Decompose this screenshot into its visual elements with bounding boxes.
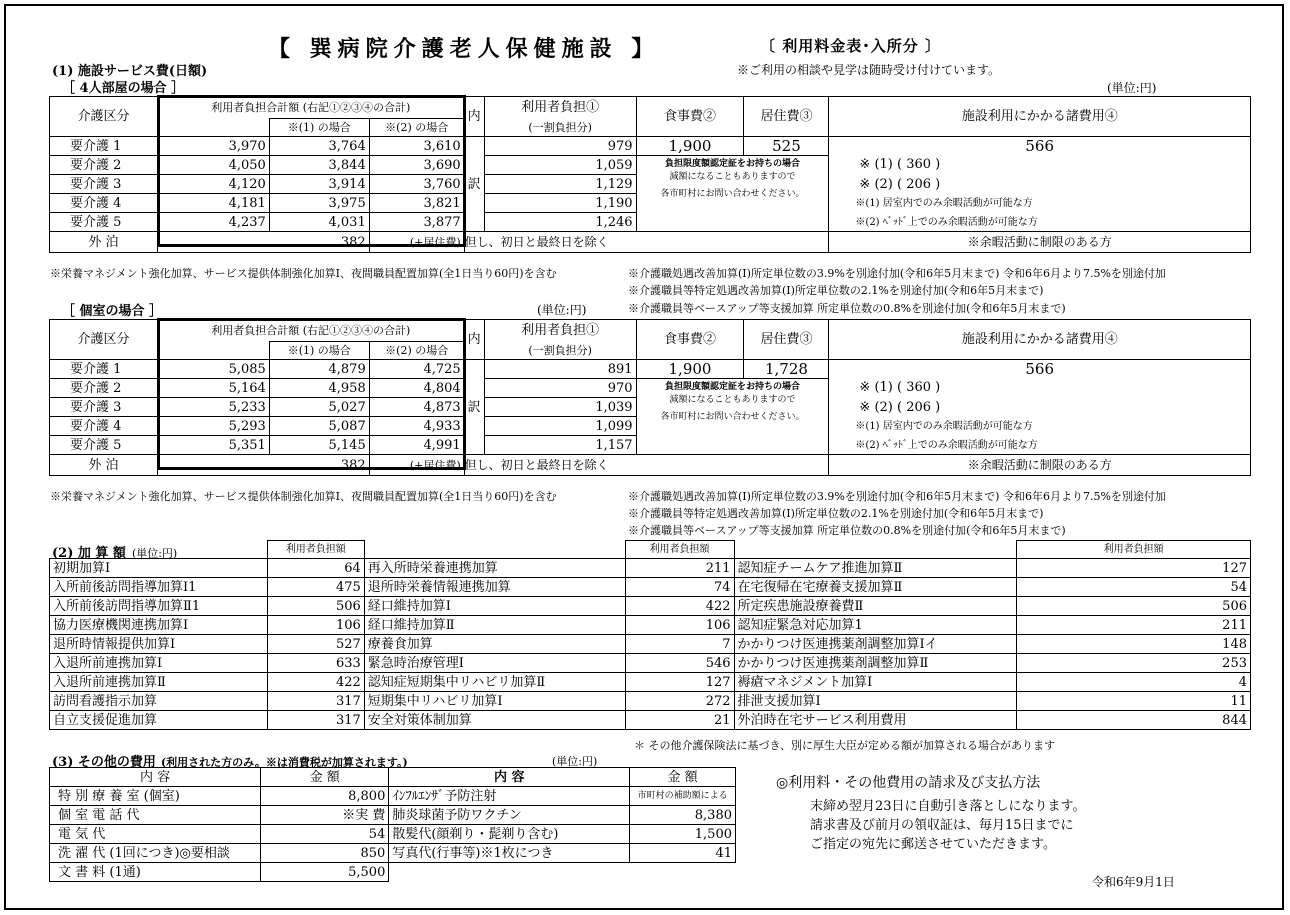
certificate-note: 負担限度額認定証をお持ちの場合 (664, 382, 800, 392)
shared-room-label: ［ 4人部屋の場合 ］ (62, 81, 185, 96)
addition-name: 緊急時治療管理Ⅰ (364, 654, 625, 673)
hdr-meal: 食事費② (636, 97, 744, 137)
section2-heading-text: (2) 加 算 額 (52, 546, 126, 561)
outing-plus: (+居住費) (369, 232, 464, 253)
table-row (50, 156, 1251, 175)
addition-amount: 546 (625, 654, 734, 673)
reduction-note: 減額になることもありますので (669, 395, 796, 405)
addition-name: 療養食加算 (364, 635, 625, 654)
hdr-case2: ※(2) の場合 (369, 342, 464, 360)
care-level-cell: 要介護 2 (50, 379, 158, 398)
hdr-item-left: 内 容 (50, 768, 261, 787)
addition-amount: 211 (625, 559, 734, 578)
other-item-amount: ※実 費 (261, 806, 389, 825)
addition-amount: 506 (267, 597, 364, 616)
addition-name: 自立支援促進加算 (50, 711, 268, 730)
hdr-user-burden: 利用者負担① (484, 97, 636, 119)
hdr-care-level: 介護区分 (50, 97, 158, 137)
addition-name: 認知症緊急対応加算1 (734, 616, 1017, 635)
care-level-cell: 要介護 1 (50, 360, 158, 379)
total-cell: 4,237 (157, 213, 269, 232)
additions-table (49, 540, 1251, 730)
option1-desc: ※(1) 居室内でのみ余暇活動が可能な方 (855, 420, 1033, 432)
addition-name: 認知症チームケア推進加算Ⅱ (734, 559, 1017, 578)
section3-heading-note: (利用された方のみ。※は消費税が加算されます。) (160, 756, 408, 769)
table-row (50, 844, 736, 863)
other-item-name: 写真代(行事等)※1枚につき (389, 844, 630, 863)
addition-name: 排泄支援加算Ⅰ (734, 692, 1017, 711)
option1-note: ※ (1) ( 360 ) (859, 156, 941, 172)
unit-note: (単位:円) (1107, 81, 1157, 95)
addition-amount: 127 (625, 673, 734, 692)
hdr-user-total: 利用者負担合計額 (右記①②③④の合計) (157, 320, 464, 342)
total-cell: 5,233 (157, 398, 269, 417)
other-item-amount: 8,800 (261, 787, 389, 806)
treatment-note-3: ※介護職員等ベースアップ等支援加算 所定単位数の0.8%を別途付加(令和6年5月末まで) (628, 302, 1066, 315)
addition-amount: 475 (267, 578, 364, 597)
addition-name: 所定疾患施設療養費Ⅱ (734, 597, 1017, 616)
burden-cell: 1,099 (484, 417, 636, 436)
private-room-label: ［ 個室の場合 ］ (62, 304, 163, 319)
total-cell: 4,120 (157, 175, 269, 194)
table-row (50, 654, 1251, 673)
outing-amount: 382 (157, 232, 369, 253)
other-costs-table (49, 767, 736, 882)
shared-room-table (49, 96, 1251, 253)
other-item-name: 肺炎球菌予防ワクチン (389, 806, 630, 825)
addition-amount: 506 (1017, 597, 1251, 616)
certificate-note: 負担限度額認定証をお持ちの場合 (664, 159, 800, 169)
addition-amount: 317 (267, 711, 364, 730)
addition-amount: 422 (267, 673, 364, 692)
burden-cell: 1,129 (484, 175, 636, 194)
option1-note: ※ (1) ( 360 ) (859, 379, 941, 395)
table-row (50, 360, 1251, 379)
treatment-note-2: ※介護職員等特定処遇改善加算(Ⅰ)所定単位数の2.1%を別途付加(令和6年5月末まで) (628, 284, 1044, 297)
table-row (50, 597, 1251, 616)
outing-note-text: 但し、初日と最終日を除く (464, 235, 609, 249)
hdr-one-percent: (一割負担分) (484, 119, 636, 137)
addition-name: 認知症短期集中リハビリ加算Ⅱ (364, 673, 625, 692)
total-cell: 4,050 (157, 156, 269, 175)
other-item-amount: 54 (261, 825, 389, 844)
hdr-case1: ※(1) の場合 (269, 342, 369, 360)
payment-line-3: ご指定の宛先に郵送させていただきます。 (810, 837, 1056, 852)
burden-cell: 1,246 (484, 213, 636, 232)
other-item-amount: 1,500 (630, 825, 736, 844)
addition-amount: 4 (1017, 673, 1251, 692)
addition-amount: 317 (267, 692, 364, 711)
option2-desc: ※(2) ﾍﾞｯﾄﾞ上でのみ余暇活動が可能な方 (855, 216, 1038, 228)
addition-name: 経口維持加算Ⅱ (364, 616, 625, 635)
other-item-name: 洗 濯 代 (1回につき)◎要相談 (50, 844, 261, 863)
total-cell: 5,085 (157, 360, 269, 379)
addition-name: 経口維持加算Ⅰ (364, 597, 625, 616)
addition-name: 短期集中リハビリ加算Ⅰ (364, 692, 625, 711)
table-row (50, 616, 1251, 635)
hdr-meal: 食事費② (636, 320, 744, 360)
outing-note (464, 455, 829, 476)
addition-amount: 127 (1017, 559, 1251, 578)
meal-cell: 1,900 (636, 137, 744, 156)
other-item-name: 個 室 電 話 代 (50, 806, 261, 825)
burden-cell: 1,190 (484, 194, 636, 213)
facility-cell: 566 (829, 137, 1251, 156)
total-cell: 5,293 (157, 417, 269, 436)
addition-name: 入所前後訪問指導加算Ⅱ1 (50, 597, 268, 616)
addition-name: かかりつけ医連携薬剤調整加算Ⅰイ (734, 635, 1017, 654)
other-item-amount: 8,380 (630, 806, 736, 825)
hdr-facility-fee: 施設利用にかかる諸費用④ (829, 320, 1251, 360)
outing-note (464, 232, 829, 253)
case1-cell: 5,145 (269, 436, 369, 455)
other-item-name: 文 書 料 (1通) (50, 863, 261, 882)
burden-cell: 970 (484, 379, 636, 398)
addition-name: 再入所時栄養連携加算 (364, 559, 625, 578)
case1-cell: 3,914 (269, 175, 369, 194)
care-level-cell: 要介護 5 (50, 213, 158, 232)
case1-cell: 3,844 (269, 156, 369, 175)
table-row (50, 863, 736, 882)
addition-amount: 21 (625, 711, 734, 730)
other-item-amount: 41 (630, 844, 736, 863)
addition-amount: 211 (1017, 616, 1251, 635)
case2-cell: 4,725 (369, 360, 464, 379)
option2-desc: ※(2) ﾍﾞｯﾄﾞ上でのみ余暇活動が可能な方 (855, 439, 1038, 451)
table-row (50, 673, 1251, 692)
burden-cell: 979 (484, 137, 636, 156)
table-row (50, 711, 1251, 730)
other-item-name: 電 気 代 (50, 825, 261, 844)
case2-cell: 3,760 (369, 175, 464, 194)
care-level-cell: 要介護 3 (50, 175, 158, 194)
addition-name: 入退所前連携加算Ⅱ (50, 673, 268, 692)
addition-amount: 844 (1017, 711, 1251, 730)
case2-cell: 3,877 (369, 213, 464, 232)
addition-amount: 148 (1017, 635, 1251, 654)
case1-cell: 3,975 (269, 194, 369, 213)
consult-note: ※ご利用の相談や見学は随時受け付けています。 (737, 63, 1001, 77)
issue-date: 令和6年9月1日 (1092, 875, 1175, 889)
addition-amount: 11 (1017, 692, 1251, 711)
table-row (50, 379, 1251, 398)
total-cell: 4,181 (157, 194, 269, 213)
section1-heading: (1) 施設サービス費(日額) (52, 64, 208, 79)
addition-name: 協力医療機関連携加算Ⅰ (50, 616, 268, 635)
table-row (50, 635, 1251, 654)
burden-cell: 891 (484, 360, 636, 379)
other-item-name: 特 別 療 養 室 (個室) (50, 787, 261, 806)
hdr-breakdown: 内 (464, 97, 484, 137)
hdr-amount-right: 金 額 (630, 768, 736, 787)
addition-name: 入所前後訪問指導加算Ⅰ1 (50, 578, 268, 597)
care-level-cell: 要介護 3 (50, 398, 158, 417)
section3-heading-text: (3) その他の費用 (52, 755, 156, 770)
limited-note: ※余暇活動に制限のある方 (829, 232, 1251, 253)
hdr-case2: ※(2) の場合 (369, 119, 464, 137)
breakdown-label: 訳 (464, 137, 484, 232)
other-item-amount: 5,500 (261, 863, 389, 882)
addition-amount: 54 (1017, 578, 1251, 597)
payment-line-1: 末締め翌月23日に自動引き落としになります。 (810, 799, 1086, 814)
option-notes-cell (829, 156, 1251, 232)
addition-amount: 253 (1017, 654, 1251, 673)
table-row (50, 806, 736, 825)
burden-cell: 1,157 (484, 436, 636, 455)
section3-unit: (単位:円) (552, 755, 598, 768)
hdr-item-right: 内 容 (389, 768, 630, 787)
option2-note: ※ (2) ( 206 ) (859, 399, 941, 415)
payment-title: ◎利用料・その他費用の請求及び支払方法 (776, 775, 1041, 791)
addition-amount: 633 (267, 654, 364, 673)
option-notes-cell (829, 379, 1251, 455)
hdr-user-total: 利用者負担合計額 (右記①②③④の合計) (157, 97, 464, 119)
addition-name: 退所時栄養情報連携加算 (364, 578, 625, 597)
table-row (50, 787, 736, 806)
case1-cell: 3,764 (269, 137, 369, 156)
table-row (50, 825, 736, 844)
outing-note-text: 但し、初日と最終日を除く (464, 458, 609, 472)
residence-cell: 1,728 (744, 360, 829, 379)
hdr-residence: 居住費③ (744, 97, 829, 137)
total-cell: 5,351 (157, 436, 269, 455)
other-item-amount: 市町村の補助額による (630, 787, 736, 806)
addition-amount: 422 (625, 597, 734, 616)
addition-name: 入退所前連携加算Ⅰ (50, 654, 268, 673)
addition-amount: 527 (267, 635, 364, 654)
care-level-cell: 要介護 4 (50, 417, 158, 436)
residence-cell: 525 (744, 137, 829, 156)
outing-row (50, 232, 1251, 253)
facility-cell: 566 (829, 360, 1251, 379)
addition-amount: 7 (625, 635, 734, 654)
col-header-2: 利用者負担額 (625, 541, 734, 559)
payment-line-2: 請求書及び前月の領収証は、毎月15日までに (810, 818, 1074, 833)
section2-footnote: ＊ その他介護保険法に基づき、別に厚生大臣が定める額が加算される場合があります (634, 739, 1056, 752)
care-level-cell: 要介護 5 (50, 436, 158, 455)
hdr-care-level: 介護区分 (50, 320, 158, 360)
other-item-amount: 850 (261, 844, 389, 863)
burden-cell: 1,039 (484, 398, 636, 417)
addition-amount: 272 (625, 692, 734, 711)
col-header-1: 利用者負担額 (267, 541, 364, 559)
total-cell: 3,970 (157, 137, 269, 156)
treatment-note-1: ※介護職処遇改善加算(Ⅰ)所定単位数の3.9%を別途付加(令和6年5月末まで) 令和6年6月より7.5%を別途付加 (628, 267, 1166, 280)
addition-amount: 64 (267, 559, 364, 578)
inquiry-note: 各市町村にお問い合わせください。 (660, 412, 805, 422)
table-row (50, 137, 1251, 156)
page-subtitle: 〔 利用料金表･入所分 〕 (760, 37, 941, 55)
addition-amount: 74 (625, 578, 734, 597)
hdr-residence: 居住費③ (744, 320, 829, 360)
addition-name: かかりつけ医連携薬剤調整加算Ⅱ (734, 654, 1017, 673)
section2-unit: (単位:円) (131, 547, 178, 560)
private-room-table (49, 319, 1251, 476)
outing-label: 外 泊 (50, 455, 158, 476)
page-title: 【 巽病院介護老人保健施設 】 (268, 36, 660, 62)
hdr-facility-fee: 施設利用にかかる諸費用④ (829, 97, 1251, 137)
table-row (50, 578, 1251, 597)
addition-name: 退所時情報提供加算Ⅰ (50, 635, 268, 654)
addition-name: 初期加算Ⅰ (50, 559, 268, 578)
case1-cell: 4,879 (269, 360, 369, 379)
hdr-breakdown: 内 (464, 320, 484, 360)
outing-amount: 382 (157, 455, 369, 476)
case1-cell: 4,958 (269, 379, 369, 398)
limited-note: ※余暇活動に制限のある方 (829, 455, 1251, 476)
option2-note: ※ (2) ( 206 ) (859, 176, 941, 192)
hdr-one-percent: (一割負担分) (484, 342, 636, 360)
case2-cell: 4,873 (369, 398, 464, 417)
nutrition-note: ※栄養マネジメント強化加算、サービス提供体制強化加算Ⅰ、夜間職員配置加算(全1日当り60円)を含む (50, 267, 557, 280)
hdr-amount-left: 金 額 (261, 768, 389, 787)
addition-name: 訪問看護指示加算 (50, 692, 268, 711)
addition-name: 褥瘡マネジメント加算Ⅰ (734, 673, 1017, 692)
case2-cell: 4,933 (369, 417, 464, 436)
breakdown-label: 訳 (464, 360, 484, 455)
other-item-name: ｲﾝﾌﾙｴﾝｻﾞ予防注射 (389, 787, 630, 806)
burden-cell: 1,059 (484, 156, 636, 175)
case1-cell: 5,027 (269, 398, 369, 417)
inquiry-note: 各市町村にお問い合わせください。 (660, 189, 805, 199)
care-level-cell: 要介護 1 (50, 137, 158, 156)
outing-plus: (+居住費) (369, 455, 464, 476)
case2-cell: 4,804 (369, 379, 464, 398)
meal-cell: 1,900 (636, 360, 744, 379)
case2-cell: 4,991 (369, 436, 464, 455)
nutrition-note: ※栄養マネジメント強化加算、サービス提供体制強化加算Ⅰ、夜間職員配置加算(全1日当り60円)を含む (50, 490, 557, 503)
care-level-cell: 要介護 4 (50, 194, 158, 213)
outing-label: 外 泊 (50, 232, 158, 253)
table-row (50, 559, 1251, 578)
table-row (50, 692, 1251, 711)
case1-cell: 5,087 (269, 417, 369, 436)
addition-amount: 106 (625, 616, 734, 635)
case2-cell: 3,690 (369, 156, 464, 175)
addition-amount: 106 (267, 616, 364, 635)
empty-cell (389, 863, 736, 882)
hdr-user-burden: 利用者負担① (484, 320, 636, 342)
treatment-note-2: ※介護職員等特定処遇改善加算(Ⅰ)所定単位数の2.1%を別途付加(令和6年5月末まで) (628, 507, 1044, 520)
hdr-case1: ※(1) の場合 (269, 119, 369, 137)
col-header-3: 利用者負担額 (1017, 541, 1251, 559)
other-item-name: 散髪代(顔剃り・髭剃り含む) (389, 825, 630, 844)
treatment-note-3: ※介護職員等ベースアップ等支援加算 所定単位数の0.8%を別途付加(令和6年5月末まで) (628, 524, 1066, 537)
certificate-note-cell (636, 379, 829, 455)
certificate-note-cell (636, 156, 829, 232)
addition-name: 安全対策体制加算 (364, 711, 625, 730)
private-unit-note: (単位:円) (537, 303, 587, 317)
option1-desc: ※(1) 居室内でのみ余暇活動が可能な方 (855, 197, 1033, 209)
case2-cell: 3,821 (369, 194, 464, 213)
addition-name: 外泊時在宅サービス利用費用 (734, 711, 1017, 730)
total-cell: 5,164 (157, 379, 269, 398)
outing-row (50, 455, 1251, 476)
addition-name: 在宅復帰在宅療養支援加算Ⅱ (734, 578, 1017, 597)
case2-cell: 3,610 (369, 137, 464, 156)
treatment-note-1: ※介護職処遇改善加算(Ⅰ)所定単位数の3.9%を別途付加(令和6年5月末まで) 令和6年6月より7.5%を別途付加 (628, 490, 1166, 503)
reduction-note: 減額になることもありますので (669, 172, 796, 182)
case1-cell: 4,031 (269, 213, 369, 232)
care-level-cell: 要介護 2 (50, 156, 158, 175)
